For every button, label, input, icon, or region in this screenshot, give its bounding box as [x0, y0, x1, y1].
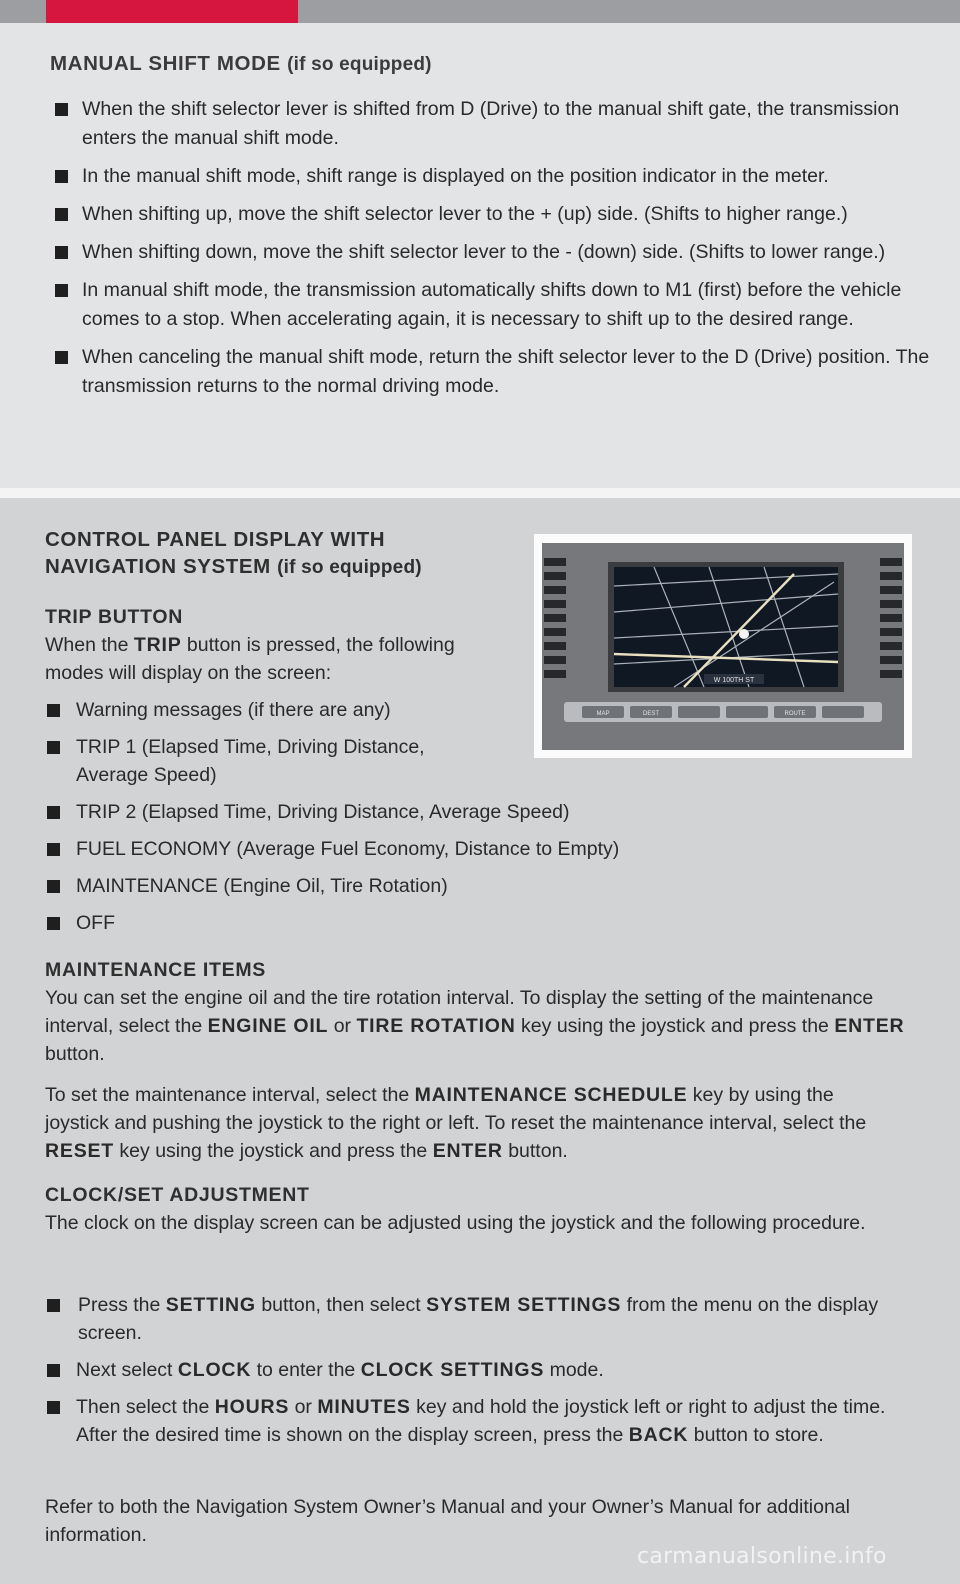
- bullet-square-icon: [55, 170, 68, 183]
- maintenance-interval-para: To set the maintenance interval, select the MAINTENANCE SCHEDULE key by using the joystick and pushing the joystick to the right or left. To reset the maintenance interval, select the RESET key using the joystick and press the ENTER button.: [45, 1084, 867, 1162]
- bullet-square-icon: [47, 1299, 60, 1312]
- nav-map-button-label: MAP: [596, 711, 610, 717]
- bullet-square-icon: [47, 843, 60, 856]
- list-item: TRIP 1 (Elapsed Time, Driving Distance, Average Speed): [45, 733, 496, 789]
- list-item: MAINTENANCE (Engine Oil, Tire Rotation): [45, 872, 925, 900]
- top-color-bar: [0, 0, 960, 23]
- list-item: FUEL ECONOMY (Average Fuel Economy, Distance to Empty): [45, 835, 925, 863]
- list-item: Press the SETTING button, then select SYSTEM SETTINGS from the menu on the display screen.: [45, 1291, 888, 1347]
- trip-button-heading: TRIP BUTTON: [45, 606, 184, 628]
- bullet-square-icon: [47, 806, 60, 819]
- section-divider: [0, 488, 960, 498]
- bullet-square-icon: [55, 351, 68, 364]
- maintenance-items-heading: MAINTENANCE ITEMS: [45, 959, 266, 981]
- list-item: In manual shift mode, the transmission automatically shifts down to M1 (first) before the vehicle comes to a stop. When accelerating again, it is necessary to shift up to the desired range.: [52, 276, 932, 334]
- list-item: In the manual shift mode, shift range is displayed on the position indicator in the meter.: [52, 162, 932, 191]
- list-item: When canceling the manual shift mode, return the shift selector lever to the D (Drive) position. The transmission returns to the normal driving mode.: [52, 343, 932, 401]
- manual-shift-heading: MANUAL SHIFT MODE (if so equipped): [50, 52, 432, 75]
- bullet-square-icon: [47, 880, 60, 893]
- list-item: When shifting down, move the shift selector lever to the - (down) side. (Shifts to lower range.): [52, 238, 932, 267]
- clock-adjustment-heading: CLOCK/SET ADJUSTMENT: [45, 1184, 310, 1206]
- bullet-square-icon: [55, 103, 68, 116]
- list-item: OFF: [45, 909, 925, 937]
- bullet-square-icon: [47, 704, 60, 717]
- bullet-square-icon: [47, 1364, 60, 1377]
- list-item: When the shift selector lever is shifted from D (Drive) to the manual shift gate, the transmission enters the manual shift mode.: [52, 95, 932, 153]
- list-item: Then select the HOURS or MINUTES key and hold the joystick left or right to adjust the time. After the desired time is shown on the display screen, press the BACK button to store.: [45, 1393, 906, 1449]
- navigation-display-photo: [534, 534, 912, 758]
- maintenance-items-para: MAINTENANCE ITEMS You can set the engine oil and the tire rotation interval. To display the setting of the maintenance interval, select the ENGINE OIL or TIRE ROTATION key using the joystick and press the ENTER button.: [45, 956, 915, 1068]
- bullet-square-icon: [47, 917, 60, 930]
- refer-manual-para: Refer to both the Navigation System Owner’s Manual and your Owner’s Manual for additional information.: [45, 1496, 850, 1546]
- bullet-square-icon: [55, 284, 68, 297]
- manual-shift-list: [52, 95, 932, 410]
- bullet-square-icon: [55, 208, 68, 221]
- navigation-unit-illustration: [534, 534, 912, 758]
- clock-adjustment-para: CLOCK/SET ADJUSTMENT The clock on the display screen can be adjusted using the joystick and the following procedure.: [45, 1181, 895, 1237]
- bullet-square-icon: [47, 1401, 60, 1414]
- top-red-accent: [46, 0, 298, 23]
- list-item: Next select CLOCK to enter the CLOCK SETTINGS mode.: [45, 1356, 925, 1384]
- bullet-square-icon: [55, 246, 68, 259]
- nav-dest-button-label: DEST: [642, 711, 660, 717]
- control-panel-heading: CONTROL PANEL DISPLAY WITH NAVIGATION SYSTEM (if so equipped): [45, 528, 422, 578]
- list-item: TRIP 2 (Elapsed Time, Driving Distance, Average Speed): [45, 798, 925, 826]
- list-item: Warning messages (if there are any): [45, 696, 496, 724]
- watermark-text: carmanualsonline.info: [637, 1544, 887, 1569]
- list-item: When shifting up, move the shift selector lever to the + (up) side. (Shifts to higher range.): [52, 200, 932, 229]
- bullet-square-icon: [47, 741, 60, 754]
- map-street-label: W 100TH ST: [713, 677, 755, 684]
- clock-steps-list: [45, 1291, 925, 1458]
- trip-button-intro: TRIP BUTTON When the TRIP button is pressed, the following modes will display on the screen:: [45, 603, 515, 687]
- nav-route-button-label: ROUTE: [784, 711, 806, 717]
